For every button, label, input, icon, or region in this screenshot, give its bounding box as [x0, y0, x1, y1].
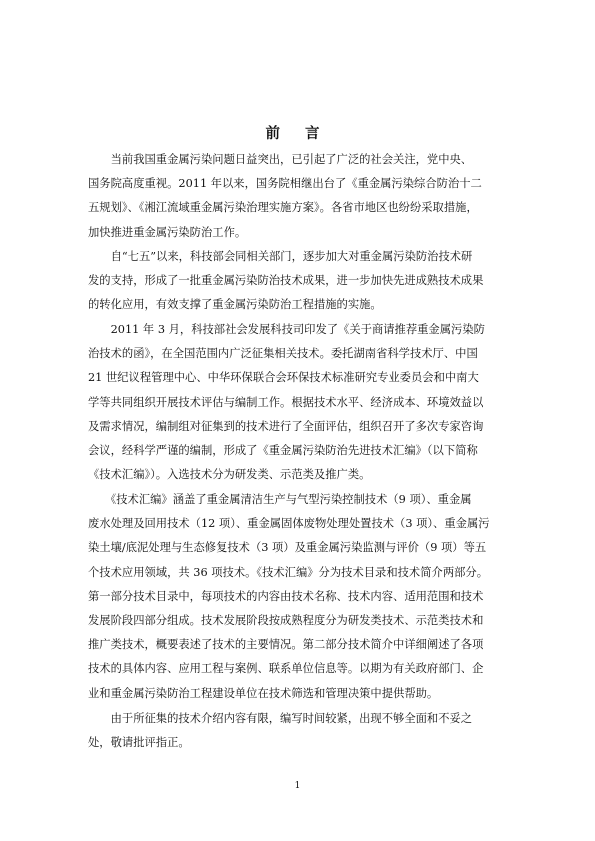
text-line: 及需求情况，编制组对征集到的技术进行了全面评估，组织召开了多次专家咨询 [88, 419, 484, 433]
text-line: 废水处理及回用技术（12 项）、重金属固体废物处理处置技术（3 项）、重金属污 [88, 517, 490, 531]
text-line: 处，敬请批评指正。 [88, 736, 190, 750]
text-line: 个技术应用领域，共 36 项技术。《技术汇编》分为技术目录和技术简介两部分。 [88, 565, 489, 579]
text-line: 染土壤/底泥处理与生态修复技术（3 项）及重金属污染监测与评价（9 项）等五 [88, 541, 487, 555]
text-line: 加快推进重金属污染防治工作。 [88, 225, 247, 239]
text-line: 的转化应用，有效支撑了重金属污染防治工程措施的实施。 [88, 298, 382, 312]
text-line: 会议，经科学严谨的编制，形成了《重金属污染防治先进技术汇编》（以下简称 [88, 444, 478, 458]
text-line: 21 世纪议程管理中心、中华环保联合会环保技术标准研究专业委员会和中南大 [88, 371, 479, 385]
page-number: 1 [294, 781, 301, 791]
text-line: 推广类技术，概要表述了技术的主要情况。第二部分技术简介中详细阐述了各项 [88, 638, 484, 652]
text-line: 第一部分技术目录中，每项技术的内容由技术名称、技术内容、适用范围和技术 [88, 589, 484, 603]
paragraph-contents [88, 488, 506, 706]
paragraph-closing [88, 707, 506, 755]
text-line: 五规划》、《湘江流域重金属污染治理实施方案》。各省市地区也纷纷采取措施， [88, 201, 478, 215]
text-line: 业和重金属污染防治工程建设单位在技术筛选和管理决策中提供帮助。 [88, 686, 439, 700]
paragraph-intro [88, 148, 506, 245]
paragraph-collection [88, 318, 506, 487]
text-line: 学等共同组织开展技术评估与编制工作。根据技术水平、经济成本、环境效益以 [88, 395, 484, 409]
text-line: 国务院高度重视。2011 年以来，国务院相继出台了《重金属污染综合防治十二 [88, 177, 482, 191]
text-line: 《技术汇编》）。入选技术分为研发类、示范类及推广类。 [88, 468, 371, 482]
text-line: 发展阶段四部分组成。技术发展阶段按成熟程度分为研发类技术、示范类技术和 [88, 614, 484, 628]
paragraph-history [88, 245, 506, 318]
text-line: 由于所征集的技术介绍内容有限，编写时间较紧，出现不够全面和不妥之 [88, 712, 473, 725]
text-line: 2011 年 3 月，科技部社会发展科技司印发了《关于商请推荐重金属污染防 [88, 323, 485, 336]
text-line: 发的支持，形成了一批重金属污染防治技术成果，进一步加快先进成熟技术成果 [88, 274, 484, 288]
text-line: 自“七五”以来，科技部会同相关部门，逐步加大对重金属污染防治技术研 [88, 250, 473, 263]
page-title: 前 言 [265, 126, 330, 142]
text-line: 治技术的函》，在全国范围内广泛征集相关技术。委托湖南省科学技术厅、中国 [88, 347, 478, 361]
text-line: 《技术汇编》涵盖了重金属清洁生产与气型污染控制技术（9 项）、重金属 [88, 493, 472, 506]
text-line: 当前我国重金属污染问题日益突出，已引起了广泛的社会关注，党中央、 [88, 153, 473, 166]
text-line: 技术的具体内容、应用工程与案例、联系单位信息等。以期为有关政府部门、企 [88, 662, 484, 676]
